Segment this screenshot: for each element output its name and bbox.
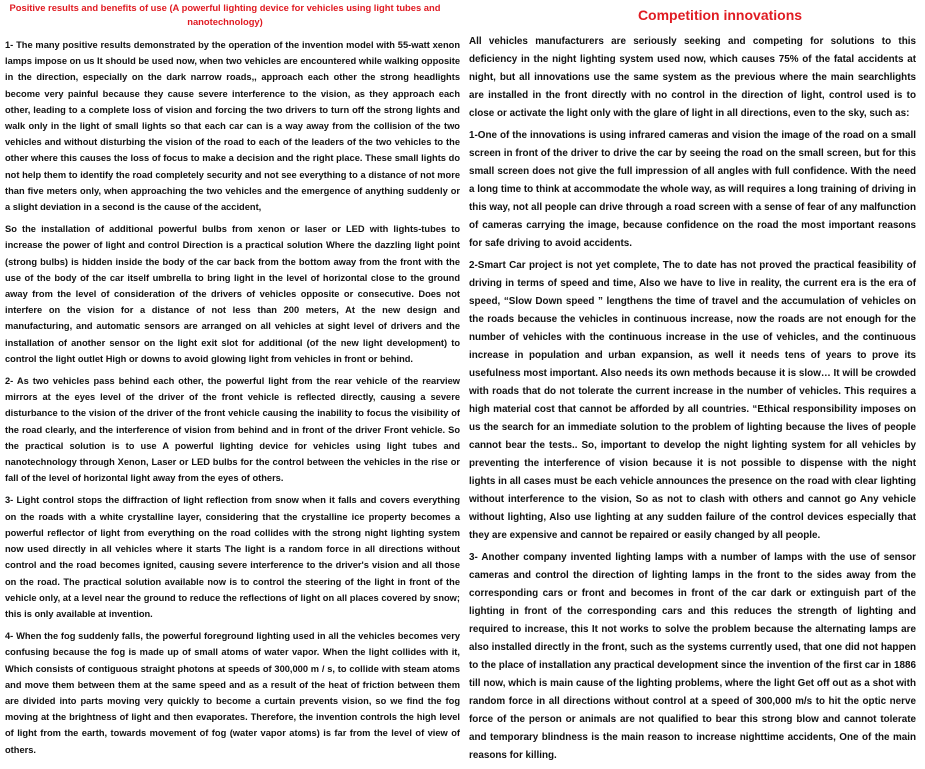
left-paragraph-results-intro: 1- The many positive results demonstrated by the operation of the invention model with 55-watt xenon lamps impose on us It should be used now, when two vehicles are encountered while walking opposite in the direction, especially on the dark narrow roads,, approach each other the strong headlights become very painful because they cause severe interference to the vision, as they approach each other, leading to a complete loss of vision and forcing the two drivers to turn off the strong lights and walk only in the light of small lights so that each car can is a way away from the collision of the two vehicles and without disturbing the vision of the road to each of the leaders of the two vehicles to the other where this causes the loss of focus to make a decision and the right place. These small lights do not help them to identify the road completely security and not see everything to a distance of not more than five meters only, when approaching the two vehicles and the emergence of anything suddenly or a slight deviation in a second is the cause of the accident,	[5, 40, 460, 213]
right-paragraph-sensor-lamps: 3- Another company invented lighting lamps with a number of lamps with the use of sensor cameras and control the direction of lighting lamps in the front to the sides away from the corresponding cars or front and becomes in front of the car dark or extinguish part of the lighting in front of the corresponding cars and this reduces the strength of lighting and required to increase, this It not works to solve the problem because the alternating lamps are also installed directly in the front, such as the systems currently used, that one did not happen to the place of installation any practical development since the invention of the first car in 1886 till now, which is main cause of the lighting problems, where the light Get off out as a shot with random force in all directions without control at a speed of 300,000 m/s to hit the optic nerve force of the person or animals are not qualified to bear this strong blow and cannot tolerate and temporary blindness is the main reason to increase nighttime accidents, One of the main reasons for killing.	[469, 552, 916, 761]
right-column	[469, 0, 916, 768]
left-paragraph-installation: So the installation of additional powerful bulbs from xenon or laser or LED with lights-tubes to increase the power of light and control Direction is a practical solution Where the dazzling light point (strong bulbs) is hidden inside the body of the car back from the bottom away from the front with the use of the body of the car itself umbrella to bring light in the level of horizontal close to the ground away from the level of consideration of the drivers of vehicles opposite or consecutive. Does not interfere on the vision for a distance of not less than 200 meters, At the new design and manufacturing, and automatic sensors are arranged on all vehicles at sight level of drivers and the installation of another sensor on the light exit slot for additional (of the new light development) to control the light outlet High or downs to avoid glowing light from vehicles in front or behind.	[5, 224, 460, 364]
left-column	[5, 0, 460, 768]
left-paragraph-rearview: 2- As two vehicles pass behind each other, the powerful light from the rear vehicle of the rearview mirrors at the eyes level of the driver of the front vehicle is reflected directly, causing a severe disturbance to the vision of the driver of the front vehicle causing the inability to focus the visibility of the road clearly, and the interference of vision from behind and in front of the driver Front vehicle. So the practical solution is to use A powerful lighting device for vehicles using light tubes and nanotechnology through Xenon, Laser or LED bulbs for the control between the vehicles in the rise or fall of the level of horizontal light away from the eyes of others.	[5, 376, 460, 484]
left-column-body	[5, 37, 460, 764]
right-paragraph-infrared-cameras: 1-One of the innovations is using infrared cameras and vision the image of the road on a small screen in front of the driver to drive the car by seeing the road on the small screen, but for this small screen does not give the full impression of all angles with full confidence. With the need a long time to think at accommodate the whole way, as will requires a long training of driving in this way, not all people can drive through a road screen with a sense of fear of any malfunction of cameras carrying the image, because confidence on the road the most important reasons for safe driving to avoid accidents.	[469, 130, 917, 249]
left-paragraph-fog: 4- When the fog suddenly falls, the powerful foreground lighting used in all the vehicles becomes very confusing because the fog is made up of small atoms of water vapor. When the light collides with it, Which consists of contiguous straight photons at speeds of 300,000 m / s, to collide with steam atoms and move them between them at the same speed and as a result of the heat of friction between them are divided into parts moving very quickly to become a curtain prevents vision, so we find the fog moving at the brightness of light and then evaporates. Therefore, the invention controls the high level of light from the earth, towards movement of fog (water vapor atoms) is far from the level of view of others.	[5, 631, 460, 755]
right-column-body	[469, 33, 916, 769]
right-paragraph-smart-car: 2-Smart Car project is not yet complete, The to date has not proved the practical feasibility of driving in terms of speed and time, Also we have to live in reality, the current era is the era of speed, “Slow Down speed ” lengthens the time of travel and the accumulation of vehicles on the roads because the vehicles in continuous increase, now the roads are not enough for the number of vehicles with the continuous increase in the use of vehicles, and the continuous increase in population and urban expansion, as well it needs tens of years to prove its usefulness most important. Also needs its own methods because it is slow… It will be crowded with roads that do not tolerate the current increase in the number of vehicles. This requires a high material cost that cannot be afforded by all countries. “Ethical responsibility imposes on us the search for an immediate solution to the problem of lighting because the lives of people cannot bear the tests.. So, important to develop the night lighting system for all vehicles by preventing the interference of vision because it is not possible to dispense with the night lights in all cases must be each vehicle announces the presence on the road with clear lighting without interference to the vision, So as not to clash with others and cannot go Any vehicle without lighting, Also use lighting at any sudden failure of the control devices especially that they are expensive and cannot be repaired or easily changed by all people.	[469, 260, 916, 541]
left-paragraph-snow: 3- Light control stops the diffraction of light reflection from snow when it falls and covers everything on the roads with a white crystalline layer, considering that the crystalline ice property becomes a powerful reflector of light from everything on the road collides with the strong night lighting system now used directly in all vehicles where it starts The light is a random force in all directions without control and the road becomes ignited, causing severe interference to the driver's vision and all those on the road. The practical solution available now is to control the steering of the light in front of the vehicle only, at a level near the ground to reduce the reflections of light on all places covered by snow; this is only available at invention.	[5, 495, 460, 619]
right-paragraph-intro: All vehicles manufacturers are seriously seeking and competing for solutions to this deficiency in the night lighting system used now, which causes 75% of the fatal accidents at night, but all innovations use the same system as the previous where the main searchlights are installed in the front directly with no control in the direction of light, control used is to close or activate the light only with the glare of light in all directions, even to the sky, such as:	[469, 36, 916, 119]
right-column-title: Competition innovations	[637, 7, 803, 23]
left-column-title: Positive results and benefits of use (A powerful lighting device for vehicles using light tubes and nanotechnology)	[9, 2, 441, 27]
